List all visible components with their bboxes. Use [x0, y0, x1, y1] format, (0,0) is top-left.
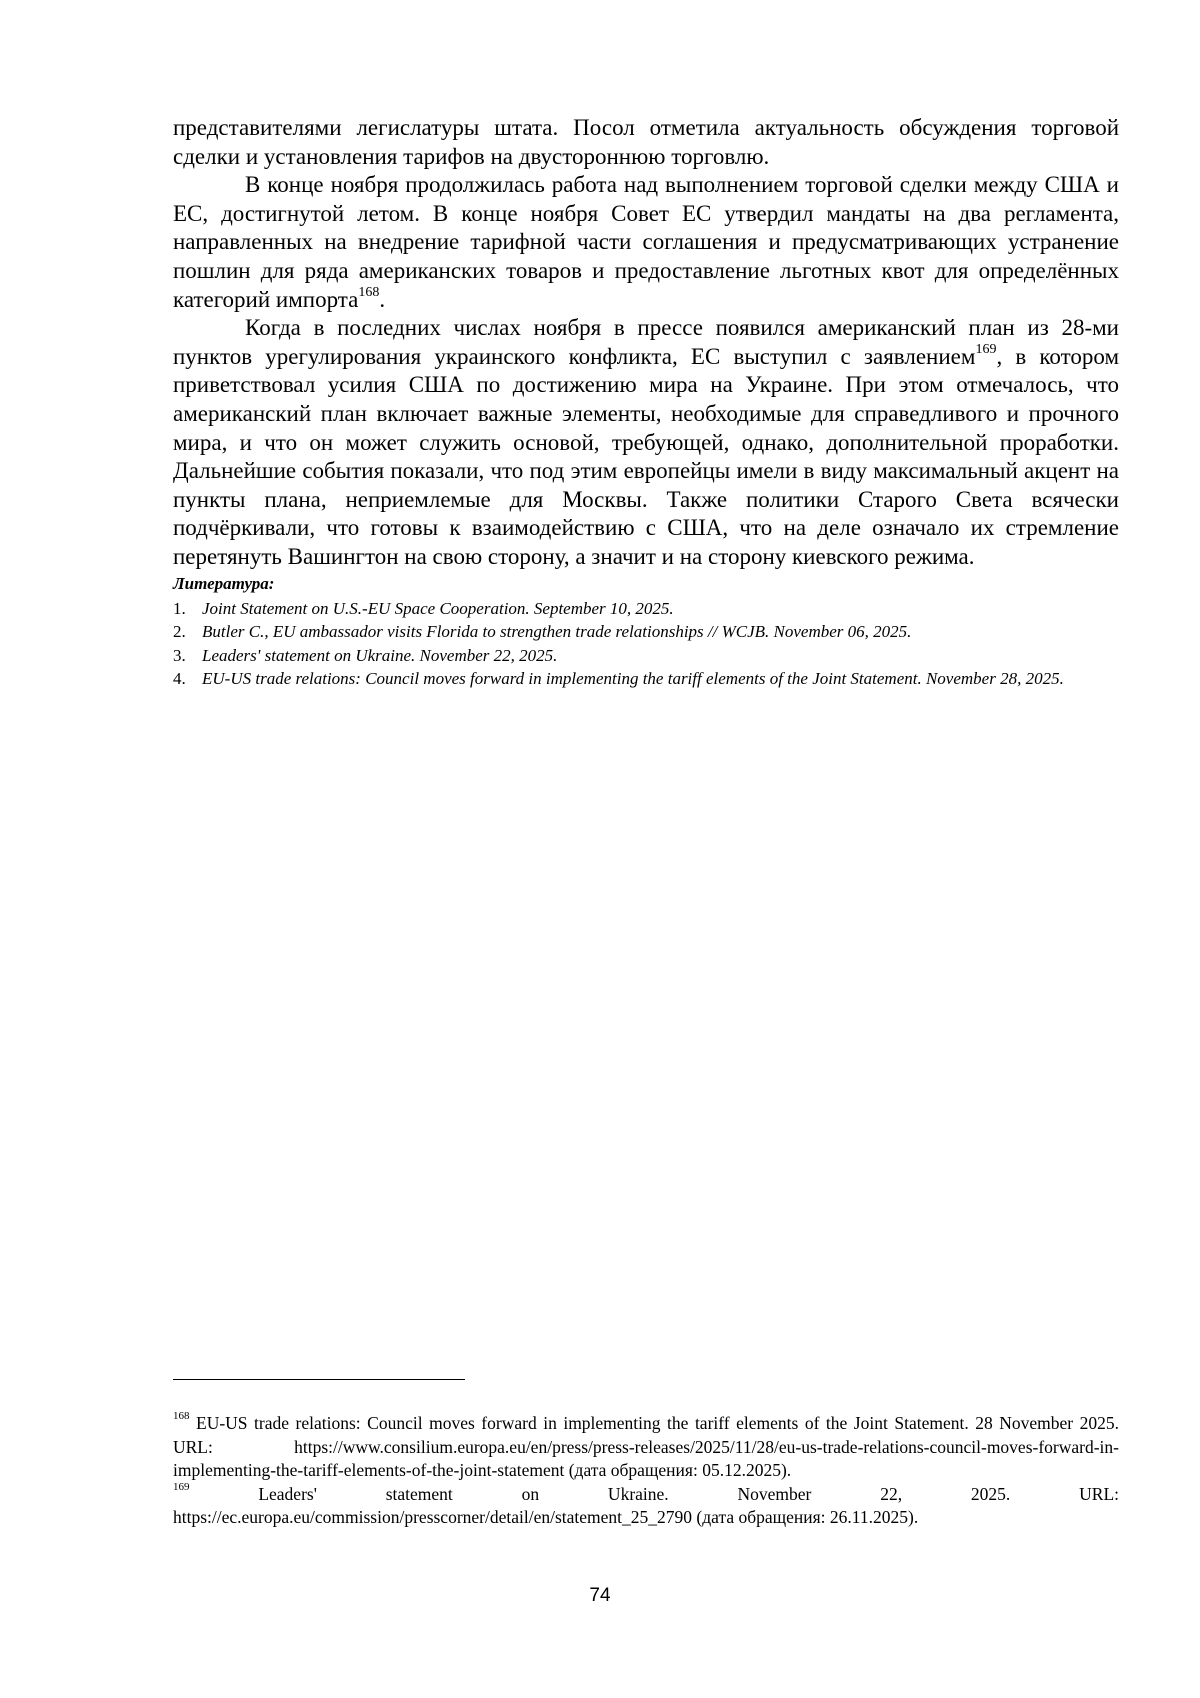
footnote-marker: 169 [173, 1480, 190, 1493]
literature-item [173, 667, 1119, 691]
literature-item-text: Butler C., EU ambassador visits Florida to strengthen trade relationships // WCJB. November 06, 2025. [202, 622, 912, 641]
footnote-text: Leaders' statement on Ukraine. November 22, 2025. URL: https://ec.europa.eu/commission/presscorner/detail/en/statement_25_2790 (дата обращения: 26.11.2025). [173, 1483, 1119, 1527]
literature-heading: Литература: [173, 573, 275, 593]
literature-list [173, 597, 1119, 691]
literature-item [173, 620, 1119, 644]
literature-item [173, 644, 1119, 668]
literature-item [173, 597, 1119, 621]
literature-item-number: 1. [173, 598, 186, 618]
footnote-169 [173, 1480, 1119, 1530]
paragraph-text: Когда в последних числах ноября в прессе появился американский план из 28-ми пунктов урегулирования украинского конфликта, ЕС выступил с заявлением [173, 315, 1119, 369]
paragraph-trade-deal [173, 171, 1119, 314]
page-number: 74 [589, 1585, 611, 1606]
footnote-reference[interactable]: 169 [975, 342, 997, 358]
main-text [173, 114, 1119, 691]
footnote-reference[interactable]: 168 [358, 284, 380, 300]
literature-item-text: EU-US trade relations: Council moves forward in implementing the tariff elements of the Joint Statement. November 28, 2025. [202, 669, 1064, 688]
literature-item-text: Joint Statement on U.S.-EU Space Cooperation. September 10, 2025. [202, 598, 674, 618]
literature-item-number: 4. [173, 669, 186, 688]
literature-item-number: 2. [173, 622, 186, 641]
paragraph-peace-plan [173, 314, 1119, 571]
footnote-marker: 168 [173, 1410, 190, 1423]
literature-item-text: Leaders' statement on Ukraine. November 22, 2025. [202, 645, 558, 665]
footnotes [173, 1412, 1119, 1530]
paragraph-text-end: . [379, 286, 386, 312]
footnote-separator [173, 1379, 465, 1380]
footnote-168 [173, 1412, 1119, 1483]
paragraph-text: В конце ноября продолжилась работа над выполнением торговой сделки между США и ЕС, достигнутой летом. В конце ноября Совет ЕС утвердил мандаты на два регламента, направленных на внедрение тарифной части соглашения и предусматривающих устранение пошлин для ряда американских товаров и предоставление льготных квот для определённых категорий импорта [173, 172, 1119, 312]
paragraph-text-end: , в котором приветствовал усилия США по достижению мира на Украине. При этом отмечалось, что американский план включает важные элементы, необходимые для справедливого и прочного мира, и что он может служить основой, требующей, однако, дополнительной проработки. Дальнейшие события показали, что под этим европейцы имели в виду максимальный акцент на пункты плана, неприемлемые для Москвы. Также политики Старого Света всячески подчёркивали, что готовы к взаимодействию с США, что на деле означало их стремление перетянуть Вашингтон на свою сторону, а значит и на сторону киевского режима. [173, 343, 1119, 569]
paragraph-continued: представителями легислатуры штата. Посол отметила актуальность обсуждения торговой сделки и установления тарифов на двустороннюю торговлю. [173, 115, 1119, 169]
literature-item-number: 3. [173, 645, 186, 665]
footnote-text: EU-US trade relations: Council moves forward in implementing the tariff elements of the Joint Statement. 28 November 2025. URL: https://www.consilium.europa.eu/en/press/press-releases/2025/11/28/eu-us-trade-relations-council-moves-forward-in-implementing-the-tariff-elements-of-the-joint-statement (дата обращения: 05.12.2025). [173, 1413, 1119, 1480]
